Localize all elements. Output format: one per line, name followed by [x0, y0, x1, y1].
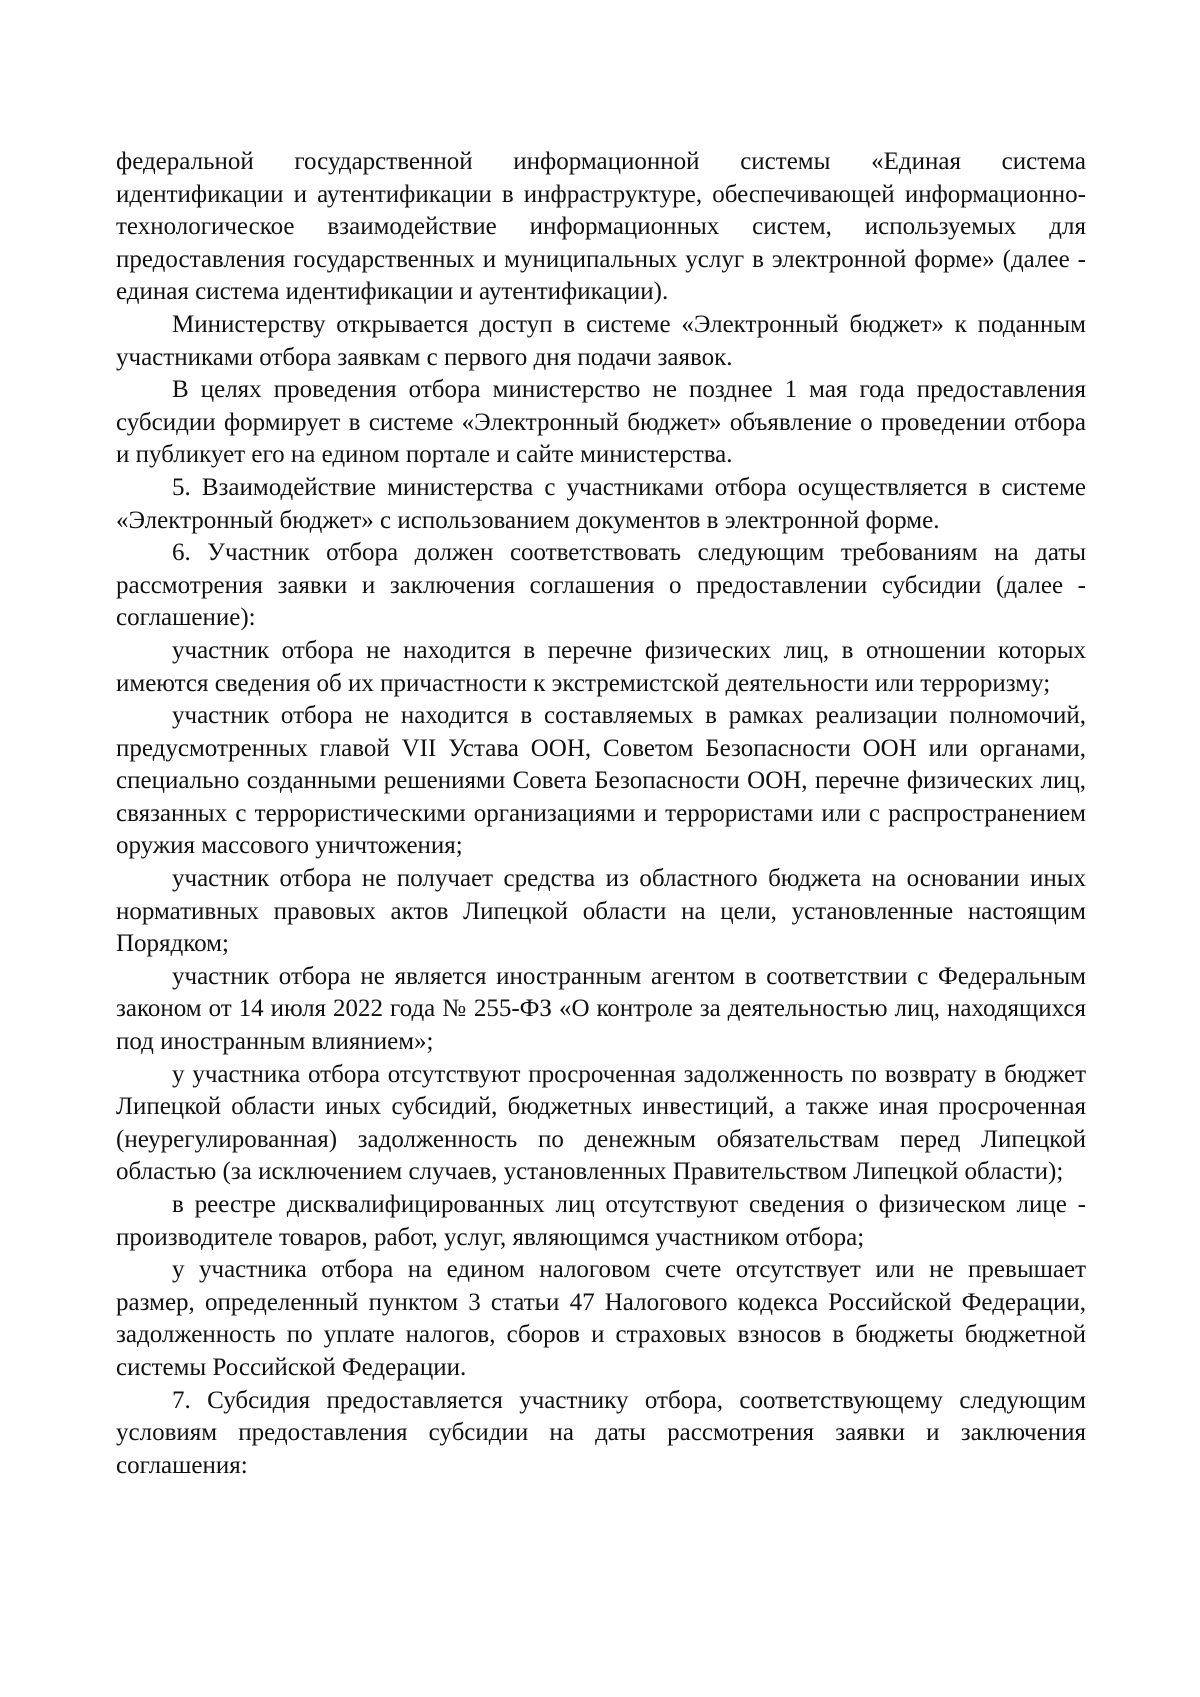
paragraph-selection-announcement: В целях проведения отбора министерство не позднее 1 мая года предоставления субсидии формирует в системе «Электронный бюджет» объявление о проведении отбора и публикует его на едином портале и сайте министерства.	[116, 376, 1086, 469]
paragraph-requirement-foreign-agent: участник отбора не является иностранным агентом в соответствии с Федеральным законом от 14 июля 2022 года № 255-ФЗ «О контроле за деятельностью лиц, находящихся под иностранным влиянием»;	[116, 962, 1086, 1056]
paragraph-esia-continuation: федеральной государственной информационной системы «Единая система идентификации и аутентификации в инфраструктуре, обеспечивающей информационно-технологическое взаимодействие информационных систем, используемых для предоставления государственных и муниципальных услуг в электронной форме» (далее - единая система идентификации и аутентификации).	[116, 148, 1086, 306]
paragraph-requirement-extremism: участник отбора не находится в перечне физических лиц, в отношении которых имеются сведения об их причастности к экстремистской деятельности или терроризму;	[116, 636, 1086, 697]
paragraph-requirement-regional-budget: участник отбора не получает средства из областного бюджета на основании иных нормативных правовых актов Липецкой области на цели, установленные настоящим Порядком;	[116, 865, 1086, 958]
paragraph-requirement-un-list: участник отбора не находится в составляемых в рамках реализации полномочий, предусмотренных главой VII Устава ООН, Советом Безопасности ООН или органами, специально созданными решениями Совета Безопасности ООН, перечне физических лиц, связанных с террористическими организациями и террористами или с распространением оружия массового уничтожения;	[116, 702, 1086, 860]
paragraph-item-7: 7. Субсидия предоставляется участнику отбора, соответствующему следующим условиям предоставления субсидии на даты рассмотрения заявки и заключения соглашения:	[116, 1386, 1086, 1479]
paragraph-item-5: 5. Взаимодействие министерства с участниками отбора осуществляется в системе «Электронный бюджет» с использованием документов в электронной форме.	[116, 473, 1086, 534]
paragraph-requirement-tax-debt: у участника отбора на едином налоговом счете отсутствует или не превышает размер, определенный пунктом 3 статьи 47 Налогового кодекса Российской Федерации, задолженность по уплате налогов, сборов и страховых взносов в бюджеты бюджетной системы Российской Федерации.	[116, 1256, 1086, 1381]
paragraph-requirement-overdue-debt: у участника отбора отсутствуют просроченная задолженность по возврату в бюджет Липецкой области иных субсидий, бюджетных инвестиций, а также иная просроченная (неурегулированная) задолженность по денежным обязательствам перед Липецкой областью (за исключением случаев, установленных Правительством Липецкой области);	[116, 1060, 1086, 1186]
paragraph-item-6: 6. Участник отбора должен соответствовать следующим требованиям на даты рассмотрения заявки и заключения соглашения о предоставлении субсидии (далее - соглашение):	[116, 539, 1086, 632]
document-body	[116, 146, 1086, 1482]
paragraph-ministry-access: Министерству открывается доступ в системе «Электронный бюджет» к поданным участниками отбора заявкам с первого дня подачи заявок.	[116, 310, 1086, 371]
paragraph-requirement-disqualified-register: в реестре дисквалифицированных лиц отсутствуют сведения о физическом лице - производителе товаров, работ, услуг, являющимся участником отбора;	[116, 1191, 1086, 1251]
